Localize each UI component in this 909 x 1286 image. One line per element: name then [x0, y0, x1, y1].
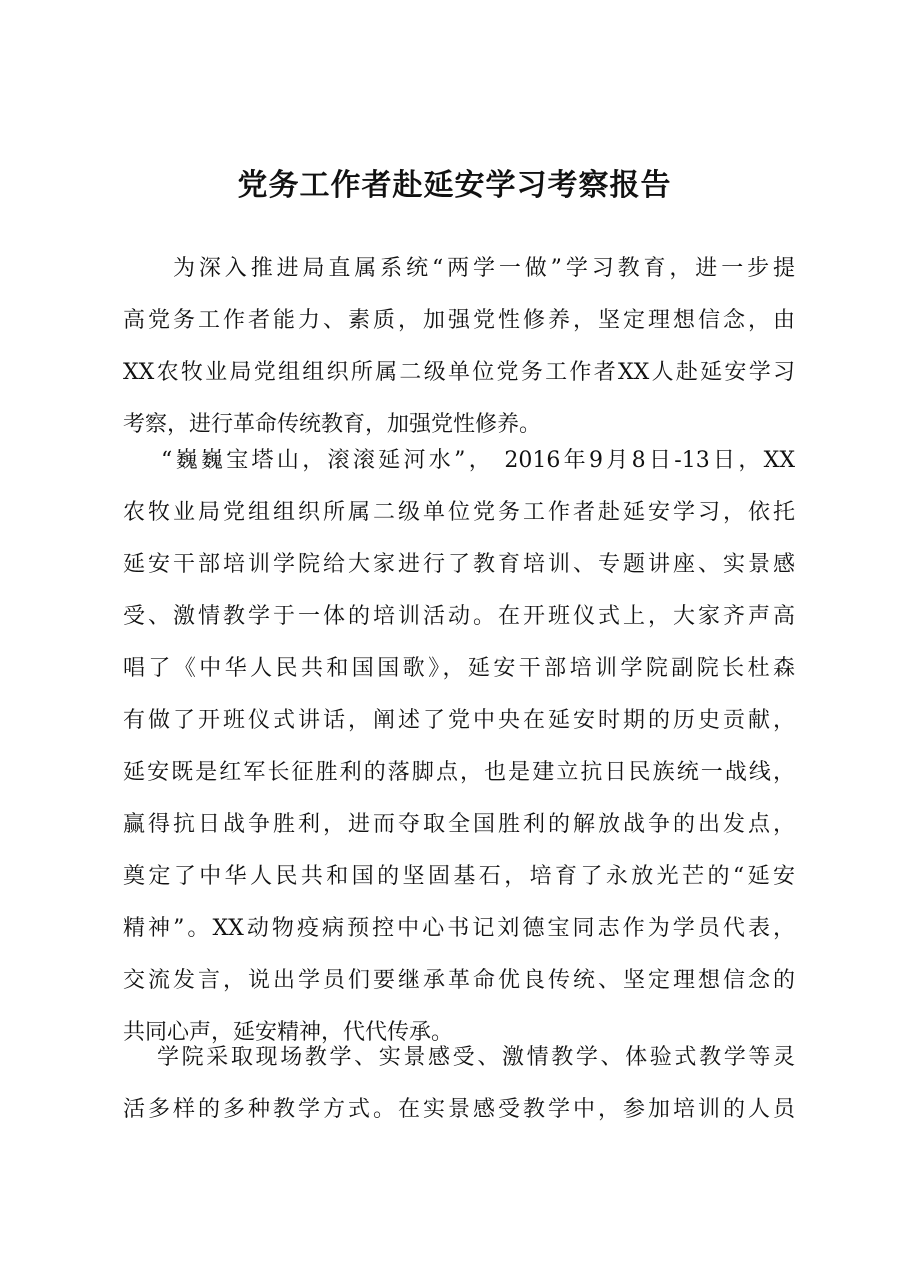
paragraph-3	[123, 1032, 795, 1136]
paragraph-line: 为深入推进局直属系统“两学一做”学习教育，进一步提	[173, 256, 795, 281]
paragraph-line: 活多样的多种教学方式。在实景感受教学中，参加培训的人员	[123, 1097, 795, 1122]
paragraph-line: 高党务工作者能力、素质，加强党性修养，坚定理想信念，由	[123, 308, 795, 333]
document-title: 党务工作者赴延安学习考察报告	[237, 168, 672, 203]
paragraph-2	[123, 435, 795, 1059]
paragraph-line: 有做了开班仪式讲话，阐述了党中央在延安时期的历史贡献，	[123, 708, 795, 733]
paragraph-line: 延安既是红军长征胜利的落脚点，也是建立抗日民族统一战线，	[123, 760, 795, 785]
paragraph-line: 共同心声，延安精神，代代传承。	[123, 1020, 454, 1045]
paragraph-1	[123, 243, 795, 451]
paragraph-line: 农牧业局党组组织所属二级单位党务工作者赴延安学习，依托	[123, 500, 795, 525]
paragraph-line: XX农牧业局党组组织所属二级单位党务工作者XX人赴延安学习	[123, 360, 795, 385]
paragraph-line: 奠定了中华人民共和国的坚固基石，培育了永放光芒的“延安	[123, 864, 795, 889]
paragraph-line: 考察，进行革命传统教育，加强党性修养。	[123, 412, 542, 437]
paragraph-line: 受、激情教学于一体的培训活动。在开班仪式上，大家齐声高	[123, 604, 795, 629]
paragraph-line: 精神”。XX动物疫病预控中心书记刘德宝同志作为学员代表，	[123, 916, 795, 941]
paragraph-line: “巍巍宝塔山，滚滚延河水”， 2016年9月8日-13日，XX	[161, 448, 795, 473]
paragraph-line: 延安干部培训学院给大家进行了教育培训、专题讲座、实景感	[123, 552, 795, 577]
paragraph-line: 学院采取现场教学、实景感受、激情教学、体验式教学等灵	[157, 1045, 795, 1070]
paragraph-line: 唱了《中华人民共和国国歌》，延安干部培训学院副院长杜森	[123, 656, 795, 681]
paragraph-line: 赢得抗日战争胜利，进而夺取全国胜利的解放战争的出发点，	[123, 812, 795, 837]
paragraph-line: 交流发言，说出学员们要继承革命优良传统、坚定理想信念的	[123, 968, 795, 993]
